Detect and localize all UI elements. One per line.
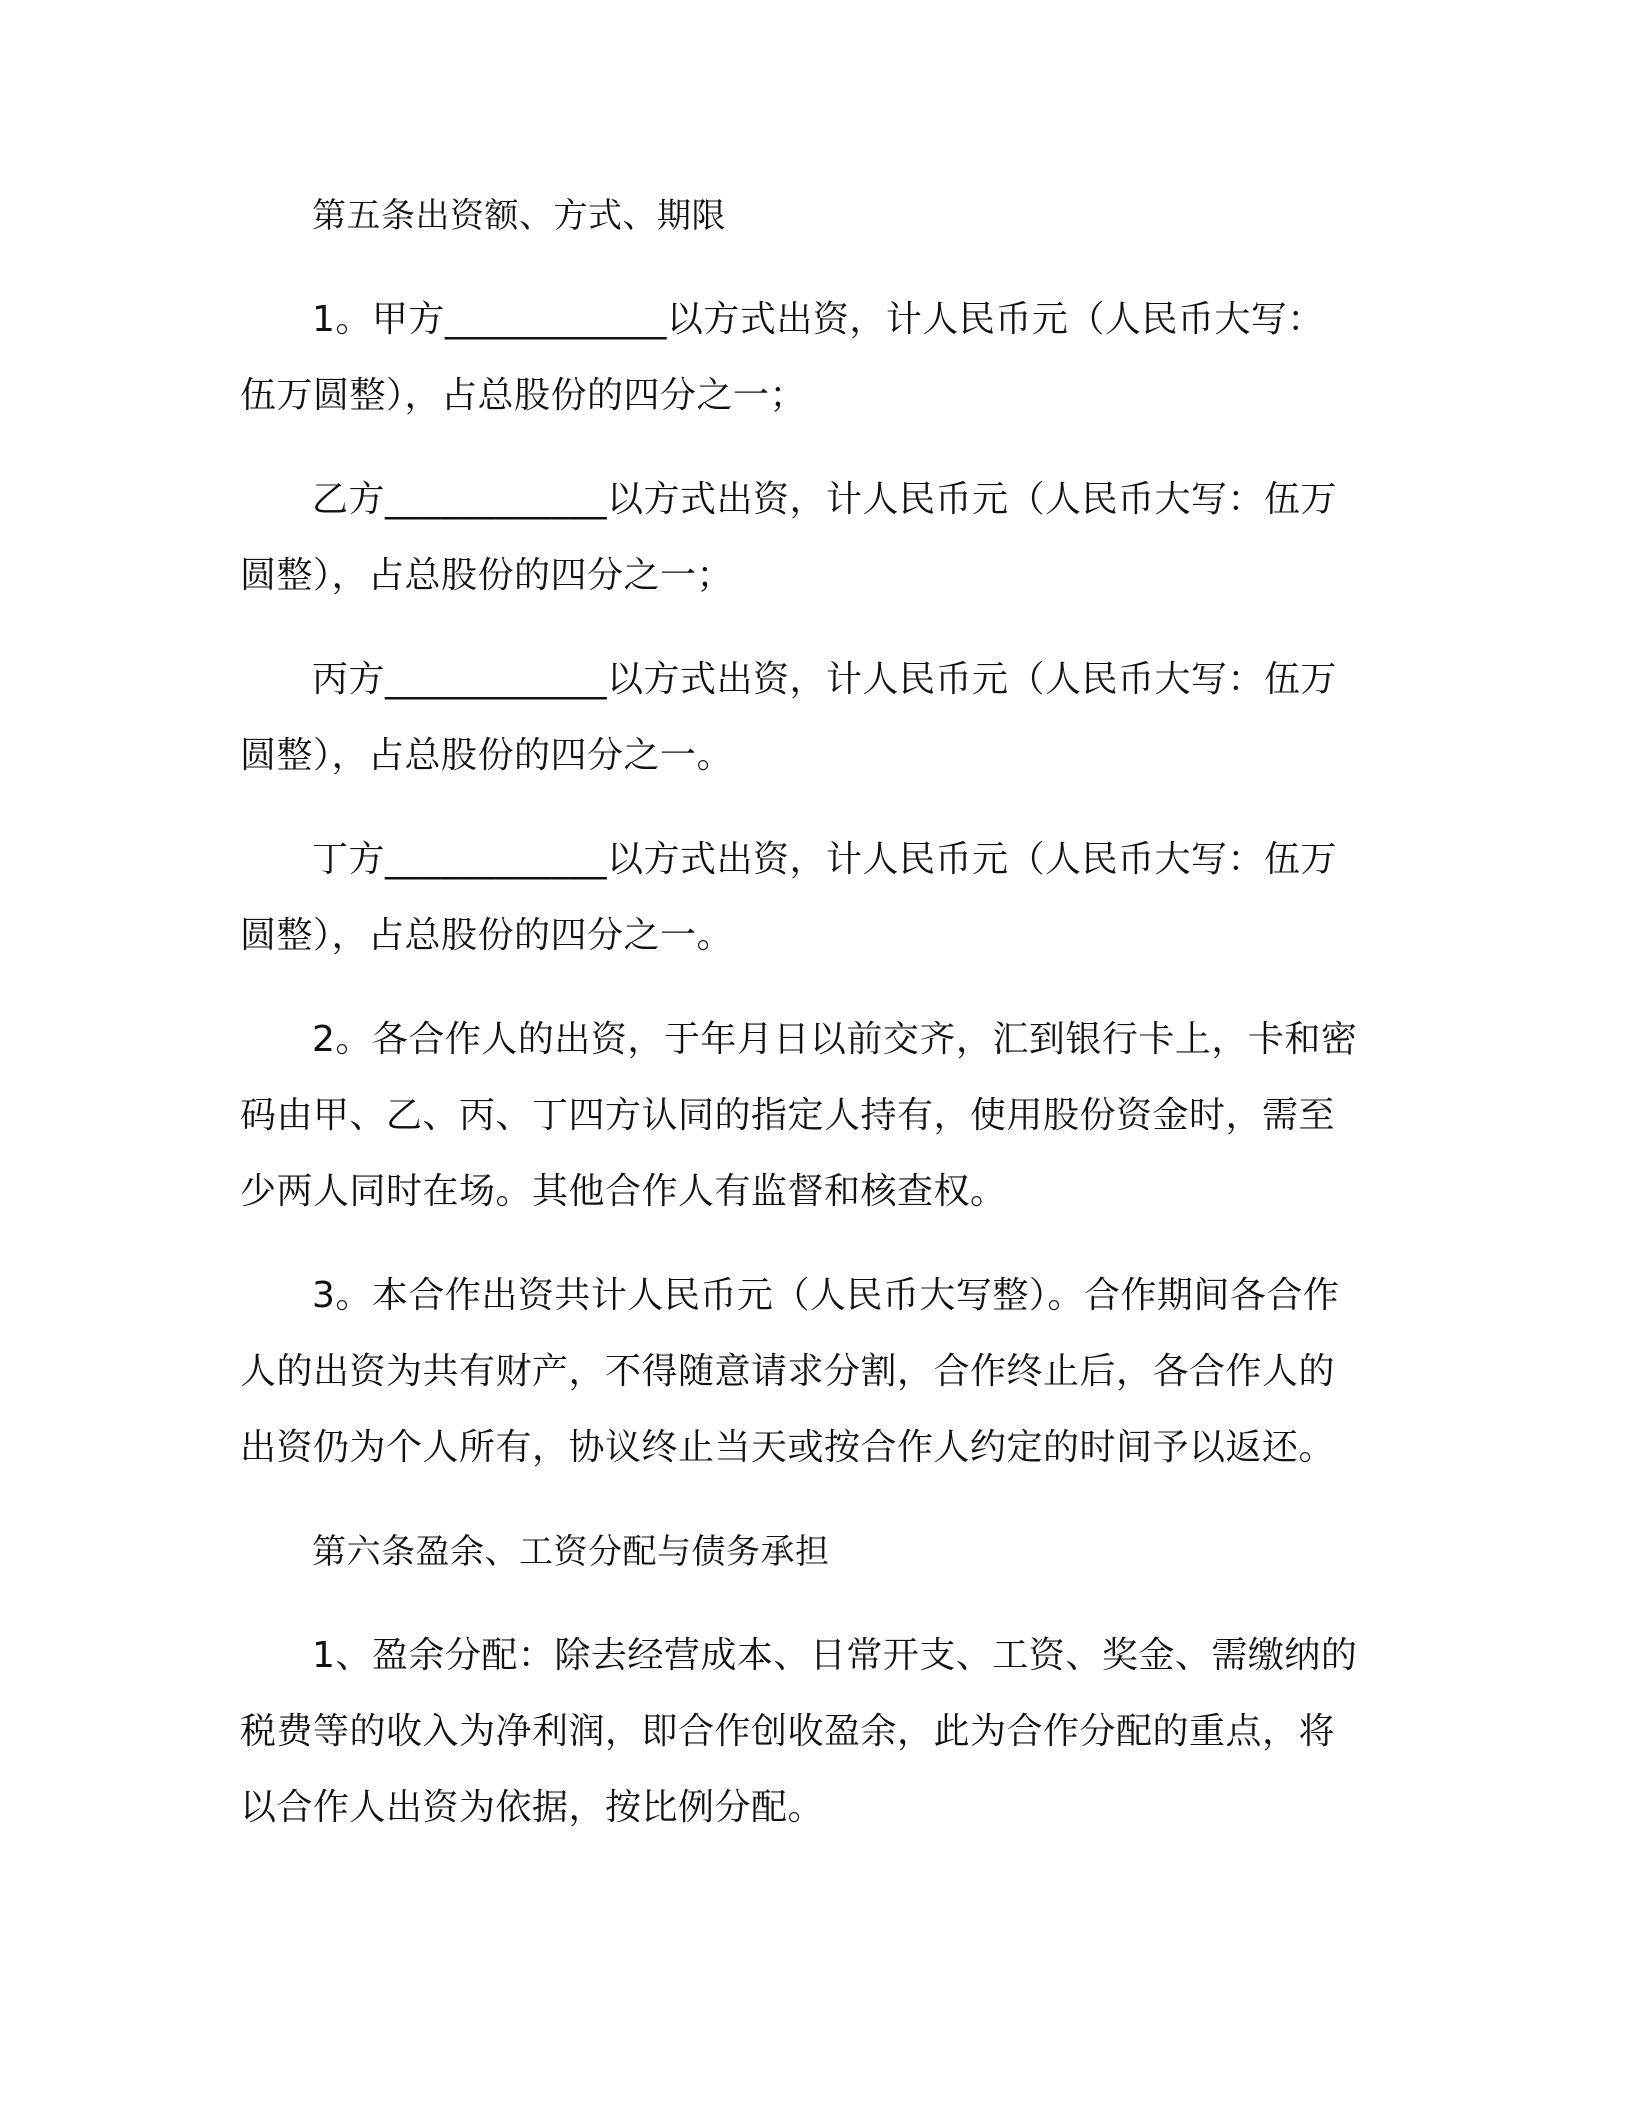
article6-item1-line1: 1、盈余分配：除去经营成本、日常开支、工资、奖金、需缴纳的 — [312, 1635, 1358, 1676]
article5-item3-line3: 出资仍为个人所有，协议终止当天或按合作人约定的时间予以返还。 — [240, 1427, 1336, 1468]
article5-partyb-line1: 乙方____________以方式出资，计人民币元（人民币大写：伍万 — [312, 479, 1338, 520]
article5-item3-line1: 3。本合作出资共计人民币元（人民币大写整）。合作期间各合作 — [312, 1275, 1340, 1316]
article5-partyd-line2: 圆整），占总股份的四分之一。 — [240, 915, 734, 956]
article5-partyb-line2: 圆整），占总股份的四分之一； — [240, 555, 734, 596]
article5-heading: 第五条出资额、方式、期限 — [312, 196, 726, 236]
article5-partyc-line1: 丙方____________以方式出资，计人民币元（人民币大写：伍万 — [312, 659, 1338, 700]
article6-item1-line3: 以合作人出资为依据，按比例分配。 — [240, 1787, 825, 1828]
article5-item2-line2: 码由甲、乙、丙、丁四方认同的指定人持有，使用股份资金时，需至 — [240, 1095, 1336, 1136]
article6-heading: 第六条盈余、工资分配与债务承担 — [312, 1532, 830, 1572]
article5-partyd-line1: 丁方____________以方式出资，计人民币元（人民币大写：伍万 — [312, 839, 1338, 880]
article5-item1-line2: 伍万圆整），占总股份的四分之一； — [240, 375, 807, 416]
article6-item1-line2: 税费等的收入为净利润，即合作创收盈余，此为合作分配的重点，将 — [240, 1711, 1336, 1752]
article5-partyc-line2: 圆整），占总股份的四分之一。 — [240, 735, 734, 776]
article5-item2-line1: 2。各合作人的出资，于年月日以前交齐，汇到银行卡上，卡和密 — [312, 1019, 1358, 1060]
article5-item2-line3: 少两人同时在场。其他合作人有监督和核查权。 — [240, 1171, 1007, 1212]
article5-item1-line1: 1。甲方____________以方式出资，计人民币元（人民币大写： — [312, 299, 1324, 340]
article5-item3-line2: 人的出资为共有财产，不得随意请求分割，合作终止后，各合作人的 — [240, 1351, 1336, 1392]
